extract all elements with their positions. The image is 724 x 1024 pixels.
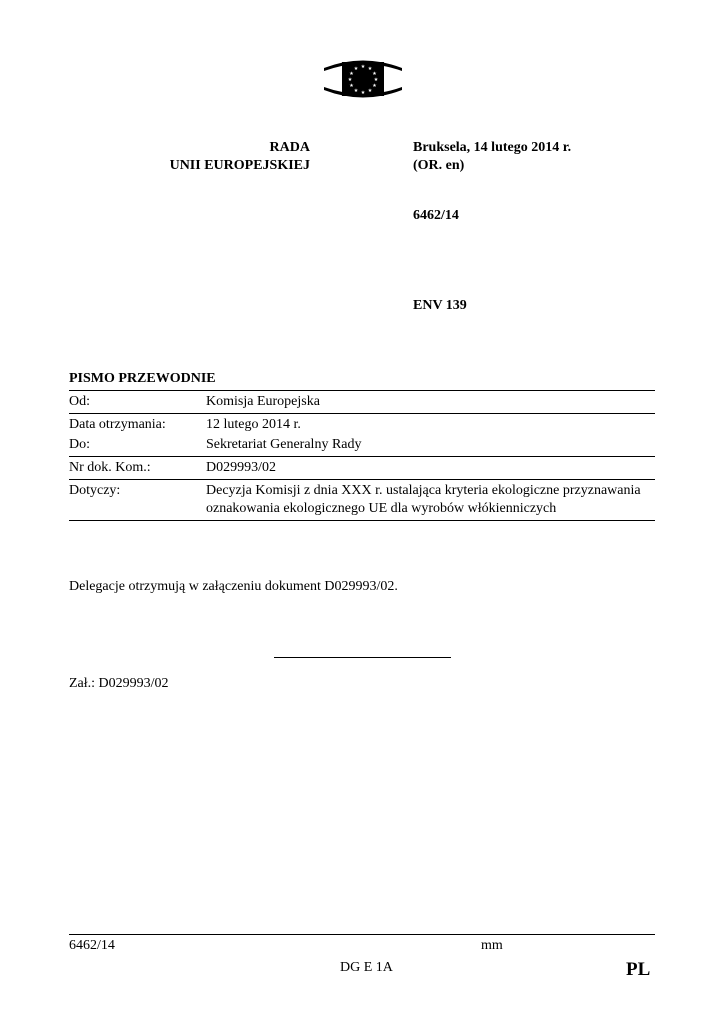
svg-text:★: ★ xyxy=(347,77,353,83)
council-emblem-icon xyxy=(318,56,408,102)
document-number: 6462/14 xyxy=(413,208,459,223)
table-row xyxy=(69,479,655,520)
svg-text:★: ★ xyxy=(367,88,373,94)
svg-text:★: ★ xyxy=(373,77,379,83)
svg-text:★: ★ xyxy=(360,90,366,96)
attachment-note: Zał.: D029993/02 xyxy=(69,676,169,691)
row-value-doc-no: D029993/02 xyxy=(206,460,276,475)
letter-title: PISMO PRZEWODNIE xyxy=(69,371,216,386)
svg-text:★: ★ xyxy=(360,64,366,70)
footer-doc-number: 6462/14 xyxy=(69,938,115,953)
row-label-to: Do: xyxy=(69,437,90,452)
council-name xyxy=(130,139,310,175)
footer-language: PL xyxy=(626,959,651,980)
svg-text:★: ★ xyxy=(372,83,377,89)
row-value-date: 12 lutego 2014 r. xyxy=(206,417,301,432)
table-row xyxy=(69,434,655,456)
row-value-from: Komisja Europejska xyxy=(206,394,320,409)
divider xyxy=(274,657,451,658)
row-value-to: Sekretariat Generalny Rady xyxy=(206,437,362,452)
table-row xyxy=(69,413,655,434)
place-date: Bruksela, 14 lutego 2014 r. xyxy=(413,140,572,155)
row-label-from: Od: xyxy=(69,394,90,409)
table-row xyxy=(69,391,655,413)
original-language: (OR. en) xyxy=(413,158,465,173)
env-reference: ENV 139 xyxy=(413,298,467,313)
footer-dg: DG E 1A xyxy=(340,960,393,975)
row-label-date: Data otrzymania: xyxy=(69,417,166,432)
svg-text:★: ★ xyxy=(372,71,377,77)
place-date-block xyxy=(413,139,571,175)
footer-divider xyxy=(69,934,655,935)
footer-initials: mm xyxy=(481,938,503,953)
svg-text:★: ★ xyxy=(353,66,359,72)
row-label-doc-no: Nr dok. Kom.: xyxy=(69,460,151,475)
cover-letter-table xyxy=(69,390,655,521)
svg-text:★: ★ xyxy=(353,88,359,94)
body-text: Delegacje otrzymują w załączeniu dokument D029993/02. xyxy=(69,579,398,594)
council-line-2: UNII EUROPEJSKIEJ xyxy=(169,158,310,173)
row-value-subject: Decyzja Komisji z dnia XXX r. ustalająca kryteria ekologiczne przyznawania oznakowania ekologicznego UE dla wyrobów włókienniczych xyxy=(206,483,641,516)
row-label-subject: Dotyczy: xyxy=(69,483,121,498)
svg-text:★: ★ xyxy=(349,71,354,77)
svg-text:★: ★ xyxy=(349,83,354,89)
council-line-1: RADA xyxy=(269,140,310,155)
table-row xyxy=(69,456,655,479)
svg-text:★: ★ xyxy=(367,66,373,72)
